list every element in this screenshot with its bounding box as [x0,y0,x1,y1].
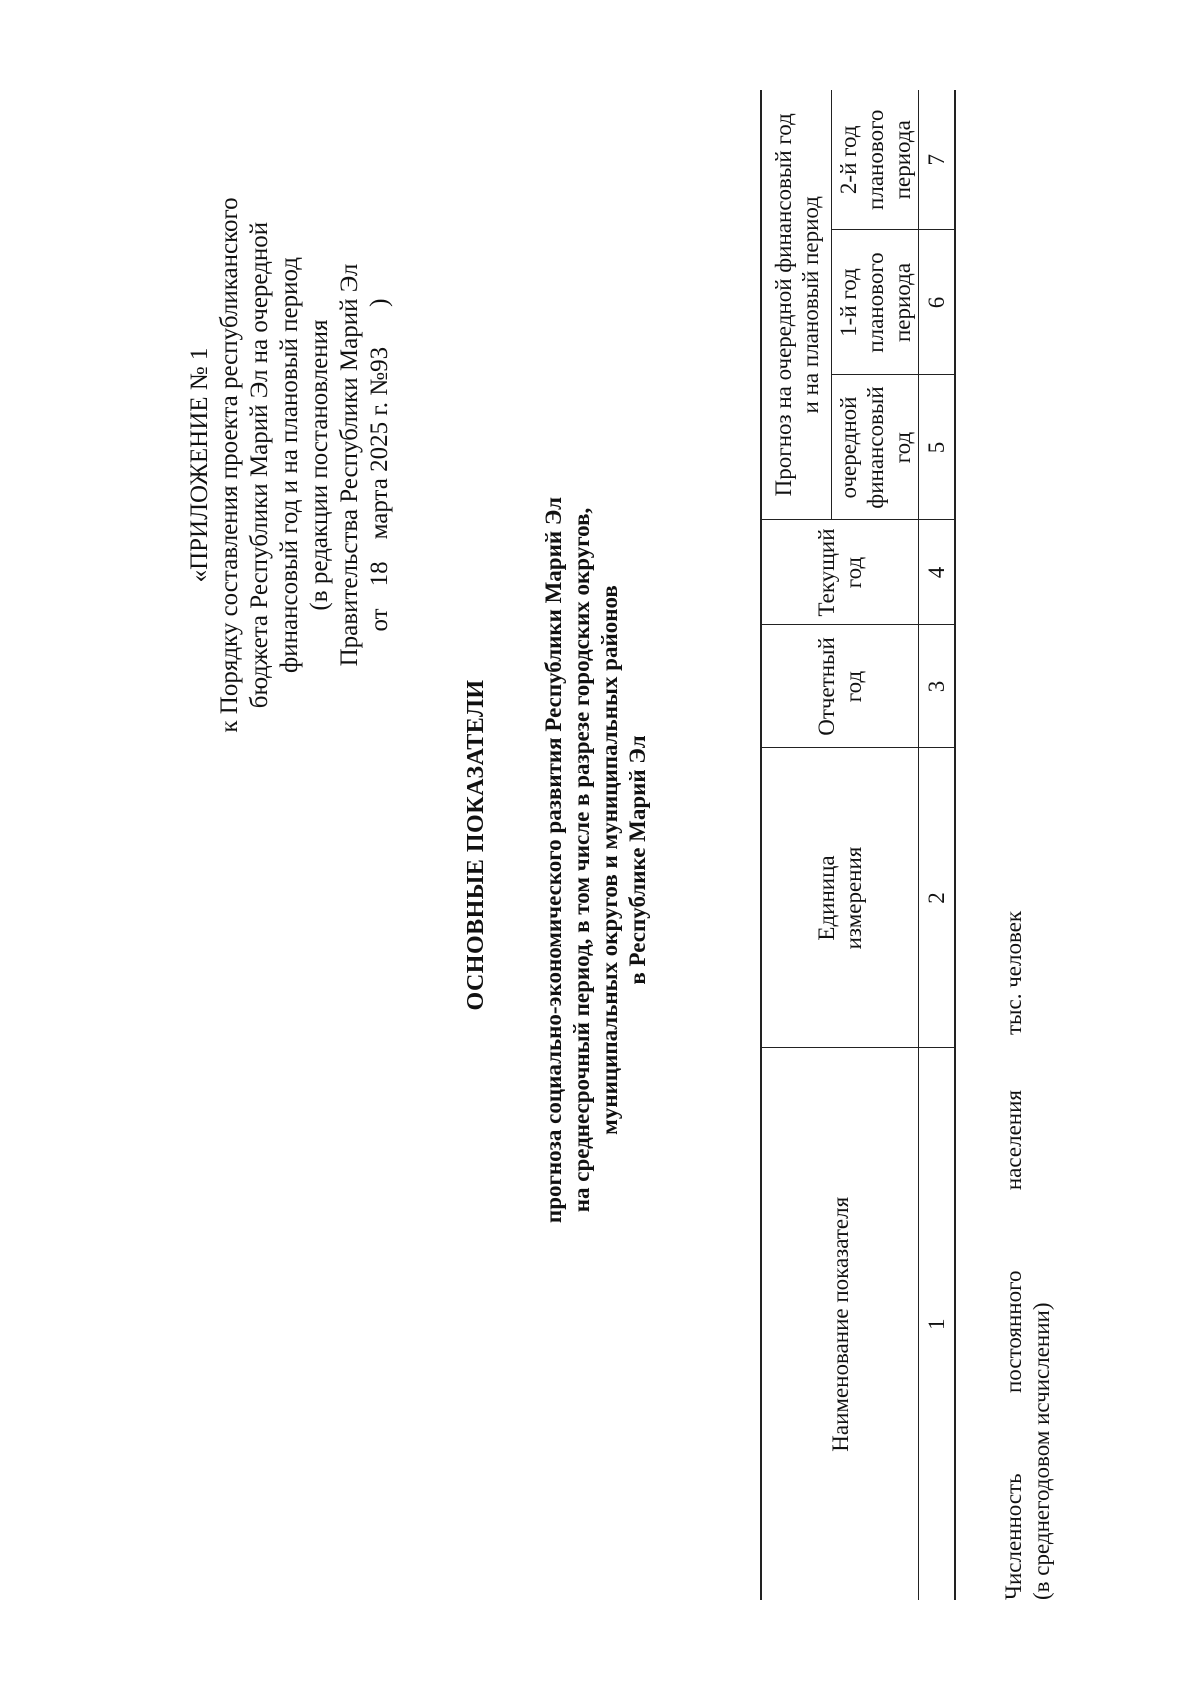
appendix-line: к Порядку составления проекта республиканского [216,197,243,733]
header-report-year: Отчетный год [761,625,919,748]
row-indicator-name [1000,1070,1056,1600]
subtitle-line: в Республике Марий Эл [625,735,650,985]
column-number: 6 [919,230,956,375]
header-plan-year-1: 1-й год планового периода [832,230,919,375]
column-number: 2 [919,748,956,1048]
column-number: 3 [919,625,956,748]
column-numbers-row [919,90,956,1600]
table-header-row [761,90,832,1600]
date-day: 18 [366,561,393,587]
header-next-year: очередной финансовый год [832,375,919,520]
column-number: 7 [919,90,956,230]
date-rest: марта 2025 г. №93 [366,346,393,540]
indicators-table [760,90,956,1600]
appendix-line: бюджета Республики Марий Эл на очередной [246,221,273,709]
column-number: 5 [919,375,956,520]
subtitle-line: муниципальных округов и муниципальных районов [597,585,622,1135]
appendix-line: Правительства Республики Марий Эл [336,263,363,667]
appendix-block [185,105,395,825]
appendix-line: (в редакции постановления [306,319,333,611]
appendix-line: финансовый год и на плановый период [276,257,303,673]
row-unit: тыс. человек [1001,910,1026,1035]
appendix-heading: «ПРИЛОЖЕНИЕ № 1 [186,347,213,583]
date-prefix: от [366,608,393,632]
row-name-word: Численность [1001,1473,1026,1600]
header-unit: Единица измерения [761,748,919,1048]
subtitle-line: на среднесрочный период, в том числе в разрезе городских округов, [569,507,594,1213]
header-forecast: Прогноз на очередной финансовый год и на плановый период [761,90,832,520]
row-name-word: населения [1001,1090,1026,1191]
page-title: ОСНОВНЫЕ ПОКАЗАТЕЛИ [463,679,489,1011]
appendix-date-line [365,105,395,825]
column-number: 4 [919,520,956,625]
row-name-note: (в среднегодовом исчислении) [1029,1302,1054,1600]
row-name-word: постоянного [1001,1270,1026,1393]
subtitle-line: прогноза социально-экономического развития Республики Марий Эл [541,496,566,1224]
header-current-year: Текущий год [761,520,919,625]
header-plan-year-2: 2-й год планового периода [832,90,919,230]
page-subtitle [540,205,652,1515]
date-close: ) [366,298,393,307]
header-indicator-name: Наименование показателя [761,1048,919,1600]
column-number: 1 [919,1048,956,1600]
